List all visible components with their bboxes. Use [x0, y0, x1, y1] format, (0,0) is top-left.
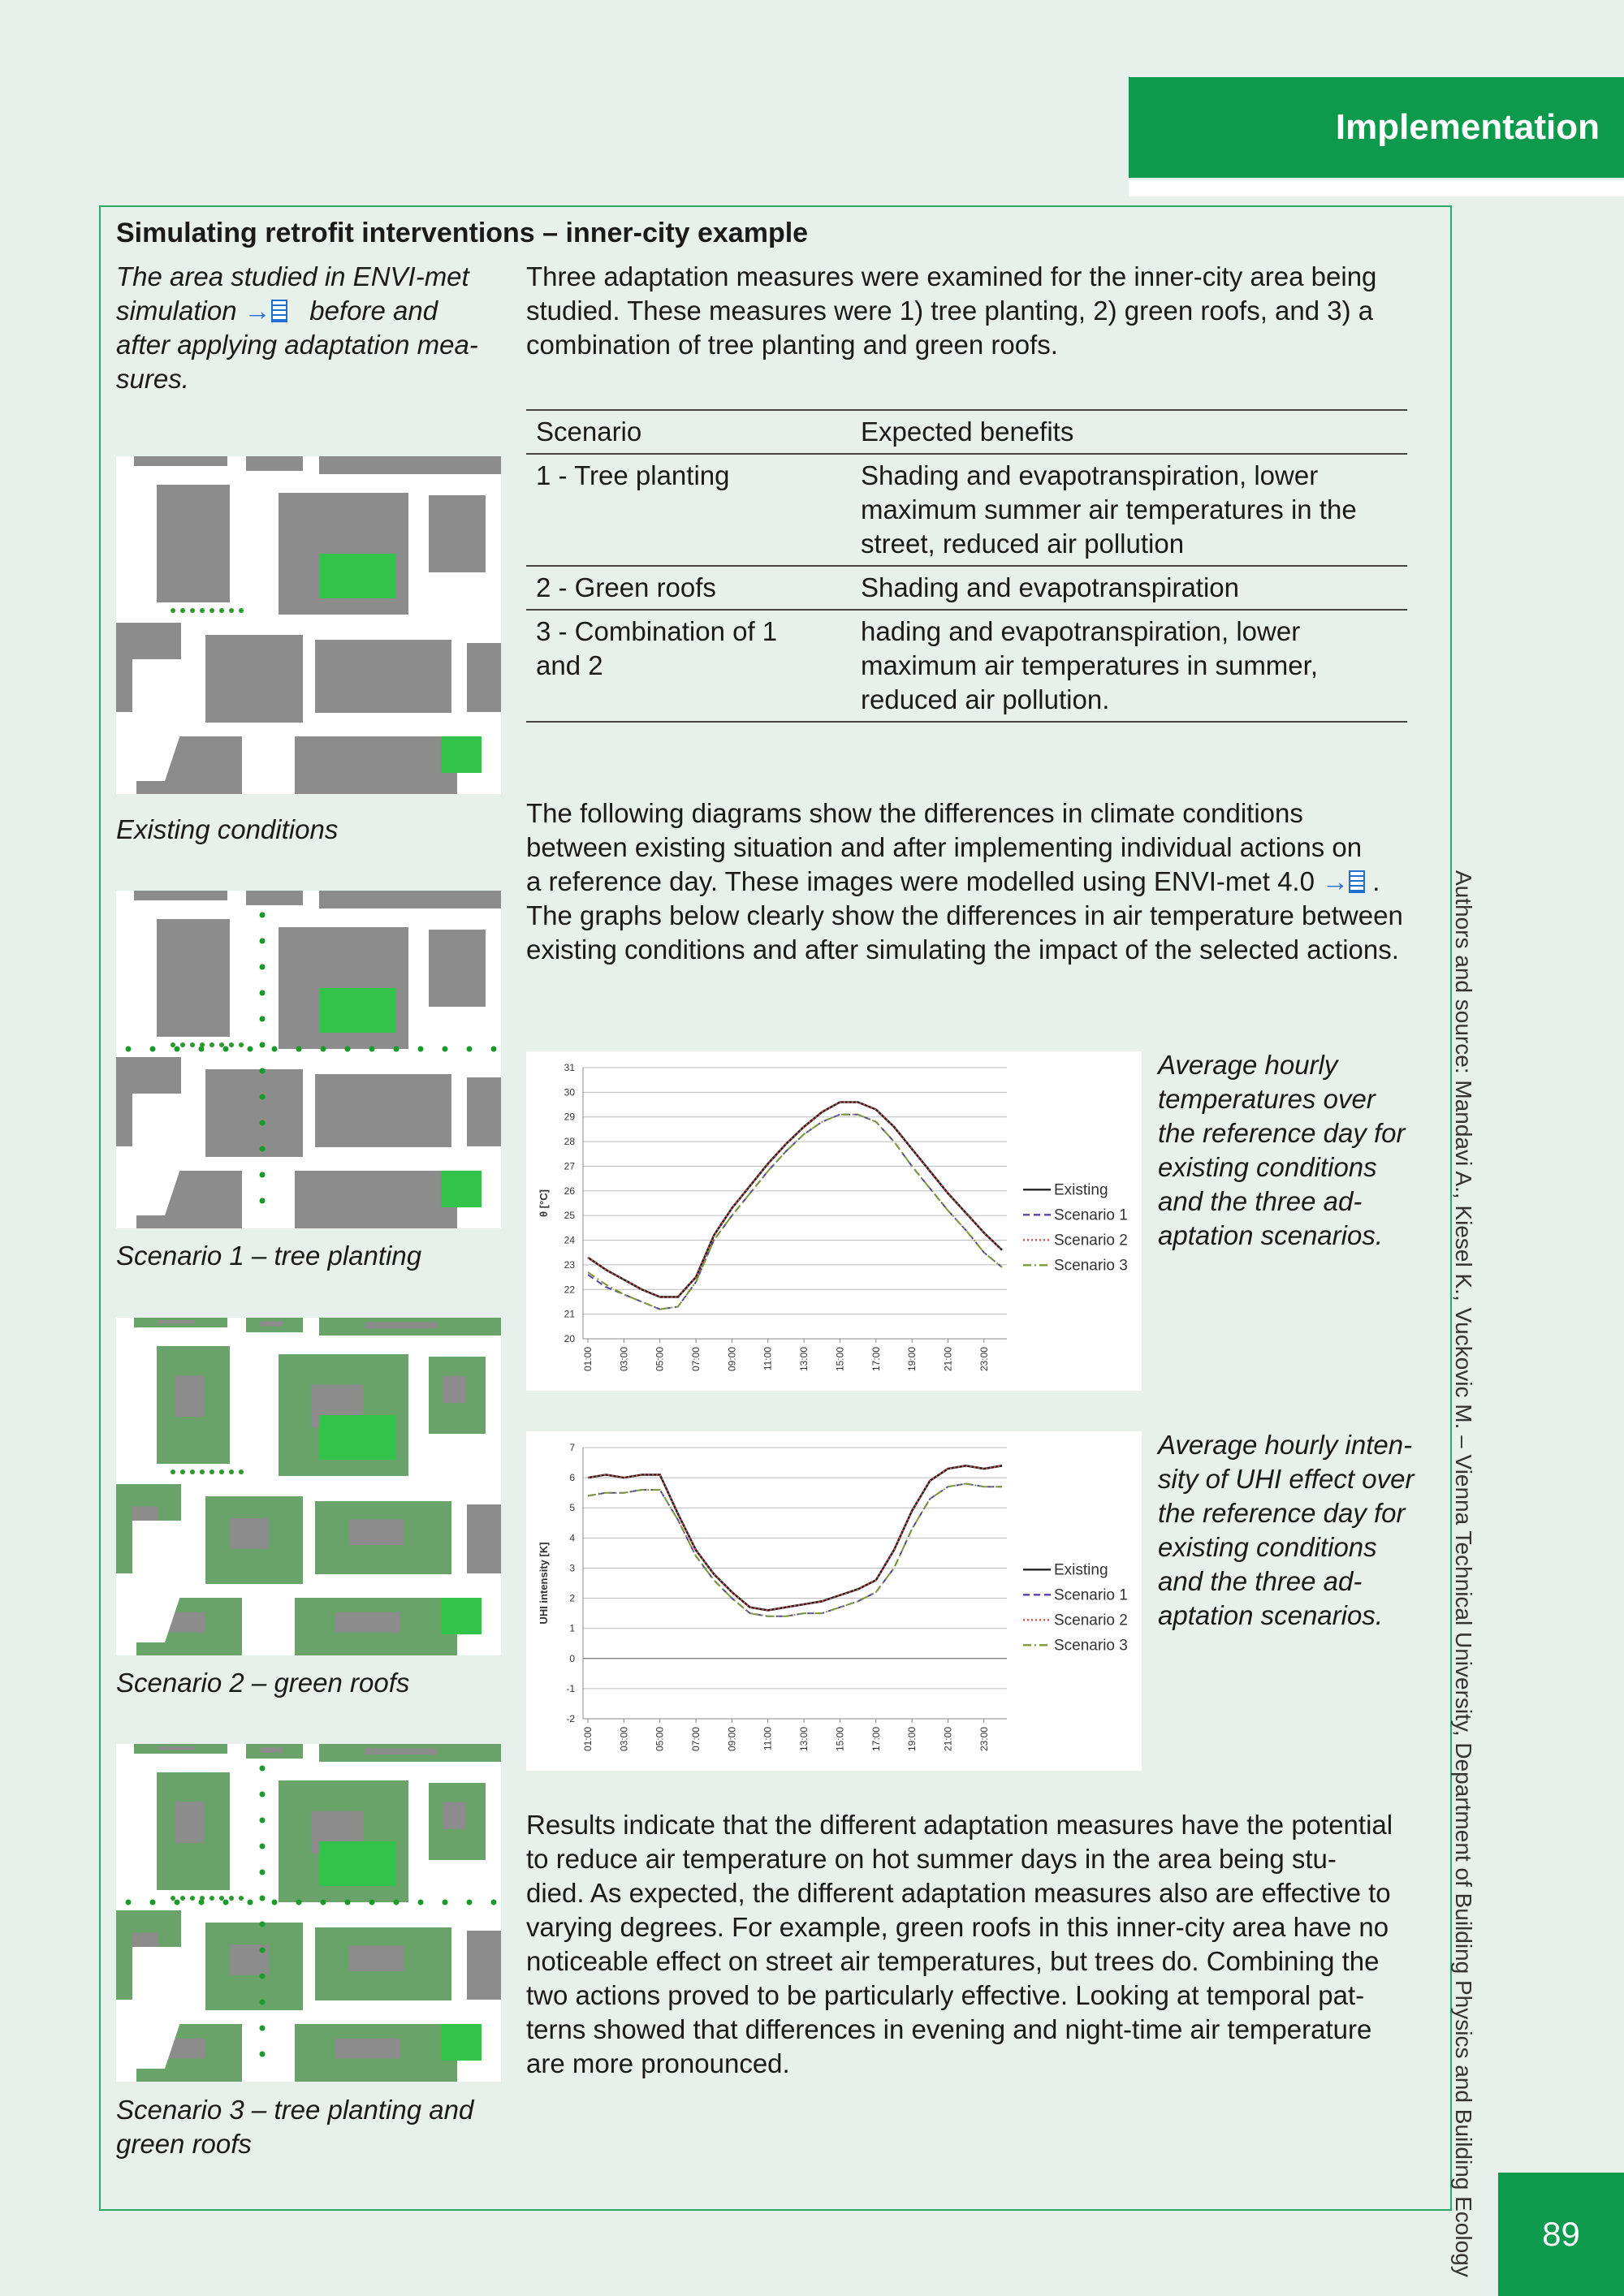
caption-line: and the three ad- — [1158, 1186, 1363, 1216]
tree-dot — [223, 1900, 229, 1905]
x-tick-label: 21:00 — [942, 1347, 954, 1372]
tree-dot — [260, 1896, 266, 1901]
tree-dot — [229, 608, 234, 613]
building-block — [134, 456, 227, 466]
caption-line: temperatures over — [1158, 1084, 1376, 1114]
source-note — [1451, 870, 1492, 2277]
tree-dot — [219, 1896, 224, 1901]
table-header-cell: Expected benefits — [861, 416, 1074, 447]
cell-line: street, reduced air pollution — [861, 529, 1185, 559]
y-tick-label: 1 — [569, 1622, 575, 1634]
tree-dot — [260, 1818, 266, 1823]
tree-dot — [171, 1470, 175, 1474]
legend-label: Scenario 2 — [1054, 1232, 1128, 1249]
table-header-cell: Scenario — [536, 416, 642, 447]
text-line: a reference day. These images were modelled using ENVI-met 4.0 → . — [526, 866, 1380, 896]
text-line: Three adaptation measures were examined for the inner-city area being — [526, 261, 1377, 291]
tree-dot — [296, 1047, 302, 1052]
building-core — [443, 1376, 466, 1403]
legend-label: Scenario 1 — [1054, 1206, 1128, 1224]
tree-dot — [443, 1900, 448, 1905]
tree-dot — [200, 1896, 205, 1901]
building-core — [261, 1322, 283, 1327]
tree-dot — [260, 1094, 266, 1100]
text-line: two actions proved to be particularly effective. Looking at temporal pat- — [526, 1980, 1365, 2010]
tree-dot — [260, 2000, 266, 2005]
tree-dot — [180, 608, 185, 613]
tree-dot — [260, 2026, 266, 2031]
building-core — [158, 1320, 195, 1323]
cell-line: maximum air temperatures in summer, — [861, 650, 1318, 680]
legend-label: Existing — [1054, 1561, 1108, 1579]
y-tick-label: 0 — [569, 1652, 575, 1664]
tree-dot — [209, 1470, 214, 1474]
results-paragraph — [526, 1808, 1393, 2081]
cell-line: reduced air pollution. — [861, 684, 1110, 714]
y-tick-label: 27 — [564, 1160, 575, 1172]
tree-dot — [260, 1974, 266, 1979]
tree-dot — [229, 1042, 234, 1047]
y-axis-label: θ [°C] — [538, 1189, 550, 1217]
arrow-icon[interactable]: → — [244, 296, 271, 326]
tree-dot — [209, 608, 214, 613]
tree-dot — [467, 1900, 473, 1905]
tree-dot — [260, 1870, 266, 1875]
text-line: The graphs below clearly show the differences in air temperature between — [526, 900, 1403, 930]
text-line: noticeable effect on street air temperatures, but trees do. Combining the — [526, 1946, 1380, 1976]
tree-dot — [345, 1047, 351, 1052]
cell-line: hading and evapotranspiration, lower — [861, 616, 1301, 646]
map-caption-scenario-1: Scenario 1 – tree planting — [116, 1241, 422, 1271]
source-note-text: Authors and source: Mandavi A., Kiesel K., Vuckovic M. – Vienna Technical University, Department of Building Physics and Building Ecology — [1451, 870, 1476, 2277]
building-block — [467, 1504, 501, 1573]
building-block — [205, 635, 303, 723]
intro-caption-line: The area studied in ENVI-met — [116, 261, 469, 291]
intro-caption-line: sures. — [116, 364, 189, 394]
tree-dot — [272, 1900, 278, 1905]
tree-dot — [345, 1900, 351, 1905]
temperature-chart — [526, 1051, 1142, 1391]
legend-label: Scenario 3 — [1054, 1257, 1128, 1275]
y-tick-label: 23 — [564, 1258, 575, 1271]
building-core — [230, 1518, 269, 1549]
building-block — [315, 640, 451, 713]
intro-caption-line: after applying adaptation mea- — [116, 330, 478, 360]
park-area — [319, 554, 396, 598]
tree-dot — [467, 1047, 473, 1052]
section-header — [1129, 77, 1624, 178]
building-block — [319, 891, 501, 908]
tree-dot — [260, 1120, 266, 1126]
tree-dot — [260, 1068, 266, 1074]
intro-caption-line — [116, 294, 506, 328]
map-image — [116, 1744, 501, 2082]
caption-line: aptation scenarios. — [1158, 1600, 1384, 1630]
page-title: Simulating retrofit interventions – inner-city example — [116, 218, 809, 248]
tree-dot — [260, 965, 266, 970]
tree-dot — [369, 1900, 375, 1905]
uhi-chart-svg — [526, 1431, 1142, 1771]
table-header-row — [526, 410, 1407, 454]
tree-dot — [491, 1047, 497, 1052]
park-area — [319, 1841, 396, 1886]
caption-line: the reference day for — [1158, 1118, 1406, 1148]
y-tick-label: 3 — [569, 1562, 575, 1574]
tree-dot — [239, 1896, 244, 1901]
intro-caption-text: before and — [309, 296, 438, 326]
x-tick-label: 05:00 — [654, 1347, 666, 1372]
table-row — [526, 610, 1407, 722]
tree-dot — [190, 608, 195, 613]
y-tick-label: 30 — [564, 1086, 575, 1098]
tree-dot — [223, 1047, 229, 1052]
map-image — [116, 1318, 501, 1655]
table-row — [526, 454, 1407, 566]
tree-dot — [418, 1047, 424, 1052]
tree-dot — [248, 1047, 253, 1052]
map-image — [116, 456, 501, 794]
caption-line: existing conditions — [1158, 1152, 1377, 1182]
tree-dot — [394, 1900, 400, 1905]
building-block — [246, 456, 303, 471]
tree-dot — [272, 1047, 278, 1052]
tree-dot — [219, 1042, 224, 1047]
x-tick-label: 13:00 — [798, 1347, 810, 1372]
tree-dot — [190, 1042, 195, 1047]
tree-dot — [190, 1470, 195, 1474]
tree-dot — [260, 2052, 266, 2057]
building-core — [175, 1802, 205, 1843]
series-line — [588, 1484, 1002, 1616]
x-tick-label: 03:00 — [618, 1347, 630, 1372]
map-scenario-3 — [116, 1744, 501, 2082]
y-tick-label: 25 — [564, 1210, 575, 1222]
tree-dot — [171, 1042, 175, 1047]
tree-dot — [260, 1922, 266, 1927]
x-tick-label: 07:00 — [690, 1727, 702, 1752]
x-tick-label: 01:00 — [582, 1347, 594, 1372]
building-block — [467, 1931, 501, 2000]
building-block — [429, 495, 486, 572]
tree-dot — [200, 608, 205, 613]
tree-dot — [260, 1948, 266, 1953]
building-block — [246, 891, 303, 905]
x-tick-label: 23:00 — [978, 1347, 990, 1372]
table-cell — [851, 610, 1407, 722]
tree-dot — [418, 1900, 424, 1905]
text-line: are more pronounced. — [526, 2048, 790, 2078]
map-existing — [116, 456, 501, 794]
text-line: terns showed that differences in evening and night-time air temperature — [526, 2014, 1372, 2044]
legend-label: Scenario 2 — [1054, 1612, 1128, 1629]
tree-dot — [150, 1047, 156, 1052]
map-scenario-1 — [116, 891, 501, 1228]
tree-dot — [260, 1172, 266, 1178]
building-core — [443, 1802, 466, 1829]
y-tick-label: 20 — [564, 1333, 575, 1344]
park-area — [319, 1415, 396, 1460]
x-tick-label: 23:00 — [978, 1727, 990, 1752]
table-cell — [526, 454, 851, 566]
intro-paragraph — [526, 260, 1376, 362]
table-cell — [851, 566, 1407, 610]
tree-dot — [229, 1896, 234, 1901]
intro-caption-text: simulation — [116, 296, 237, 326]
cell-line: 3 - Combination of 1 — [536, 616, 778, 646]
building-core — [158, 1746, 195, 1750]
y-tick-label: 4 — [569, 1532, 575, 1544]
building-block — [429, 930, 486, 1007]
tree-dot — [239, 1470, 244, 1474]
y-tick-label: 26 — [564, 1185, 575, 1197]
building-core — [335, 2039, 400, 2059]
building-core — [261, 1748, 283, 1753]
building-block — [157, 485, 230, 602]
building-core — [335, 1612, 400, 1633]
y-tick-label: 21 — [564, 1308, 575, 1320]
x-tick-label: 15:00 — [834, 1727, 846, 1752]
cell-line: maximum summer air temperatures in the — [861, 494, 1357, 524]
x-tick-label: 01:00 — [582, 1727, 594, 1752]
tree-dot — [443, 1047, 448, 1052]
cell-line: Shading and evapotranspiration, lower — [861, 460, 1319, 490]
tree-dot — [239, 1042, 244, 1047]
legend-label: Existing — [1054, 1181, 1108, 1199]
building-block — [319, 456, 501, 474]
x-tick-label: 09:00 — [726, 1347, 738, 1372]
tree-dot — [248, 1900, 253, 1905]
tree-dot — [296, 1900, 302, 1905]
temperature-chart-caption — [1158, 1048, 1406, 1253]
map-scenario-2 — [116, 1318, 501, 1655]
y-tick-label: -1 — [566, 1682, 575, 1694]
cell-line: 2 - Green roofs — [536, 572, 716, 602]
caption-line: the reference day for — [1158, 1498, 1406, 1528]
tree-dot — [321, 1900, 326, 1905]
tree-dot — [260, 1844, 266, 1849]
park-area — [441, 736, 482, 773]
tree-dot — [260, 1042, 266, 1048]
y-tick-label: 29 — [564, 1111, 575, 1123]
x-tick-label: 15:00 — [834, 1347, 846, 1372]
x-tick-label: 13:00 — [798, 1727, 810, 1752]
tree-dot — [150, 1900, 156, 1905]
tree-dot — [209, 1896, 214, 1901]
caption-line: Scenario 3 – tree planting and — [116, 2095, 474, 2125]
caption-line: aptation scenarios. — [1158, 1220, 1384, 1250]
y-tick-label: -2 — [566, 1713, 575, 1724]
park-area — [441, 1598, 482, 1634]
tree-dot — [260, 913, 266, 918]
tree-dot — [229, 1470, 234, 1474]
document-icon[interactable] — [1349, 870, 1365, 893]
y-tick-label: 6 — [569, 1472, 575, 1484]
map-caption-scenario-3 — [116, 2093, 473, 2161]
park-area — [319, 988, 396, 1033]
table-row — [526, 566, 1407, 610]
tree-dot — [219, 1470, 224, 1474]
scenario-table — [526, 409, 1407, 723]
caption-line: green roofs — [116, 2129, 252, 2159]
tree-dot — [321, 1047, 326, 1052]
park-area — [441, 1171, 482, 1207]
tree-dot — [239, 608, 244, 613]
building-block — [315, 1074, 451, 1147]
text-line: Results indicate that the different adaptation measures have the potential — [526, 1810, 1393, 1840]
tree-dot — [175, 1900, 180, 1905]
text-line: existing conditions and after simulating the impact of the selected actions. — [526, 934, 1399, 965]
text-line: died. As expected, the different adaptation measures also are effective to — [526, 1878, 1391, 1908]
caption-line: Average hourly — [1158, 1050, 1338, 1080]
table-cell — [526, 566, 851, 610]
caption-line: Average hourly inten- — [1158, 1430, 1413, 1460]
tree-dot — [209, 1042, 214, 1047]
text-line: varying degrees. For example, green roofs in this inner-city area have no — [526, 1912, 1389, 1942]
y-tick-label: 2 — [569, 1592, 575, 1604]
tree-dot — [260, 1146, 266, 1152]
building-core — [365, 1749, 438, 1755]
series-line — [588, 1484, 1002, 1616]
temperature-chart-svg — [526, 1051, 1142, 1391]
cell-line: and 2 — [536, 650, 603, 680]
tree-dot — [260, 939, 266, 944]
building-core — [365, 1323, 438, 1329]
y-tick-label: 5 — [569, 1502, 575, 1514]
tree-dot — [171, 1896, 175, 1901]
building-core — [349, 1946, 404, 1972]
uhi-chart — [526, 1431, 1142, 1771]
park-area — [441, 2024, 482, 2061]
y-axis-label: UHI intensity [K] — [538, 1542, 550, 1625]
building-block — [157, 919, 230, 1037]
tree-dot — [171, 608, 175, 613]
x-tick-label: 07:00 — [690, 1347, 702, 1372]
arrow-icon[interactable]: → — [1322, 866, 1350, 896]
header-underline — [1129, 180, 1624, 196]
tree-dot — [126, 1900, 132, 1905]
tree-dot — [260, 1016, 266, 1022]
intro-caption — [116, 260, 506, 396]
tree-dot — [126, 1047, 132, 1052]
building-core — [349, 1520, 404, 1546]
building-block — [295, 1171, 457, 1228]
table-cell — [851, 454, 1407, 566]
document-icon[interactable] — [271, 300, 287, 322]
text-span: a reference day. These images were modelled using ENVI-met 4.0 — [526, 866, 1315, 896]
uhi-chart-caption — [1158, 1428, 1414, 1633]
diagram-paragraph — [526, 796, 1403, 967]
building-block — [467, 643, 501, 712]
x-tick-label: 03:00 — [618, 1727, 630, 1752]
tree-dot — [260, 1198, 266, 1204]
building-core — [175, 1375, 205, 1417]
tree-dot — [394, 1047, 400, 1052]
table-cell — [526, 610, 851, 722]
x-tick-label: 05:00 — [654, 1727, 666, 1752]
legend-label: Scenario 1 — [1054, 1586, 1128, 1604]
y-tick-label: 7 — [569, 1442, 575, 1453]
tree-dot — [219, 608, 224, 613]
text-line: studied. These measures were 1) tree planting, 2) green roofs, and 3) a — [526, 296, 1374, 326]
tree-dot — [491, 1900, 497, 1905]
series-line — [588, 1115, 1002, 1310]
map-image — [116, 891, 501, 1228]
map-caption-existing: Existing conditions — [116, 814, 339, 844]
legend-label: Scenario 3 — [1054, 1637, 1128, 1655]
tree-dot — [190, 1896, 195, 1901]
y-tick-label: 31 — [564, 1062, 575, 1073]
caption-line: existing conditions — [1158, 1532, 1377, 1562]
x-tick-label: 09:00 — [726, 1727, 738, 1752]
building-block — [134, 891, 227, 900]
text-line: combination of tree planting and green roofs. — [526, 330, 1058, 360]
y-tick-label: 22 — [564, 1284, 575, 1296]
x-tick-label: 17:00 — [870, 1727, 882, 1752]
page-number: 89 — [1498, 2173, 1624, 2296]
caption-line: sity of UHI effect over — [1158, 1464, 1415, 1494]
map-caption-scenario-2: Scenario 2 – green roofs — [116, 1668, 410, 1698]
tree-dot — [200, 1042, 205, 1047]
x-tick-label: 11:00 — [762, 1727, 774, 1751]
y-tick-label: 28 — [564, 1136, 575, 1148]
section-title: Implementation — [1335, 107, 1600, 147]
tree-dot — [200, 1470, 205, 1474]
building-block — [295, 736, 457, 794]
x-tick-label: 17:00 — [870, 1347, 882, 1372]
x-tick-label: 19:00 — [906, 1347, 918, 1372]
text-line: between existing situation and after implementing individual actions on — [526, 832, 1363, 862]
tree-dot — [260, 990, 266, 996]
tree-dot — [175, 1047, 180, 1052]
tree-dot — [180, 1470, 185, 1474]
caption-line: and the three ad- — [1158, 1566, 1363, 1596]
tree-dot — [180, 1042, 185, 1047]
cell-line: Shading and evapotranspiration — [861, 572, 1240, 602]
x-tick-label: 19:00 — [906, 1727, 918, 1752]
y-tick-label: 24 — [564, 1234, 575, 1246]
tree-dot — [260, 1766, 266, 1772]
tree-dot — [369, 1047, 375, 1052]
building-block — [205, 1069, 303, 1157]
x-tick-label: 21:00 — [942, 1727, 954, 1752]
x-tick-label: 11:00 — [762, 1347, 774, 1371]
text-line: The following diagrams show the differences in climate conditions — [526, 798, 1303, 828]
tree-dot — [180, 1896, 185, 1901]
building-block — [467, 1077, 501, 1146]
text-line: to reduce air temperature on hot summer days in the area being stu- — [526, 1844, 1337, 1874]
tree-dot — [260, 1792, 266, 1798]
cell-line: 1 - Tree planting — [536, 460, 730, 490]
